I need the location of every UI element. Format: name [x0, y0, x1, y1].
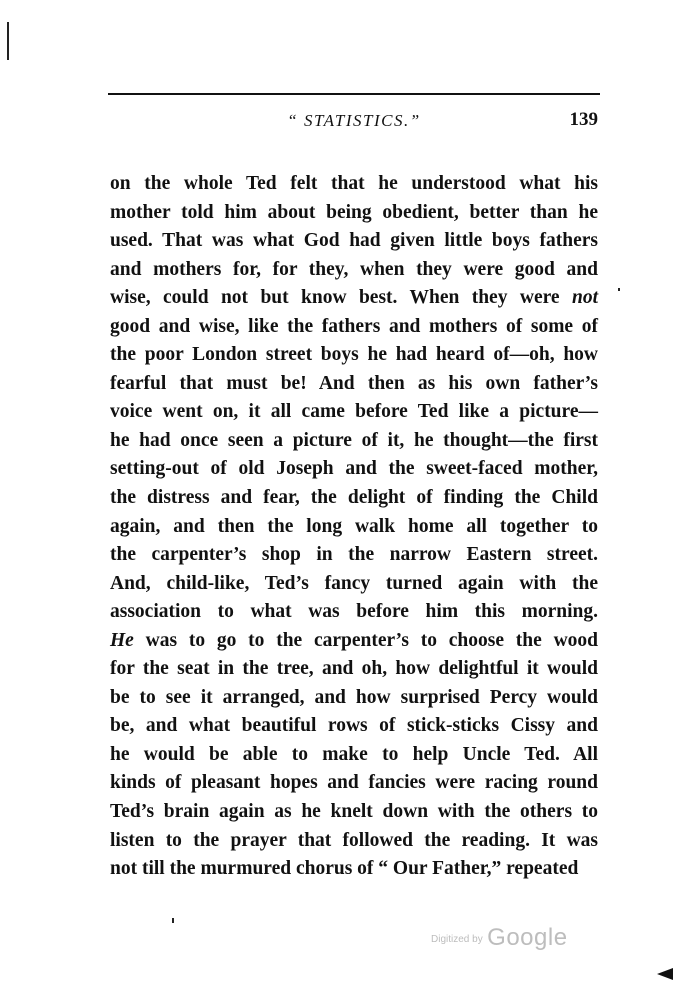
digitization-watermark	[431, 924, 568, 952]
text-line: good and wise, like the fathers and mothers of some of	[110, 315, 598, 337]
header-rule	[108, 93, 600, 95]
text-line: again, and then the long walk home all together to	[110, 515, 598, 537]
page-number: 139	[569, 109, 598, 130]
text-segment: wise, could not but know best. When they were	[110, 287, 560, 309]
text-line	[110, 627, 598, 656]
text-line: used. That was what God had given little boys fathers	[110, 230, 598, 252]
text-line: Ted’s brain again as he knelt down with the others to	[110, 801, 598, 823]
text-line: voice went on, it all came before Ted like a picture—	[110, 401, 598, 423]
text-line: be, and what beautiful rows of stick-sticks Cissy and	[110, 715, 598, 737]
text-line: the distress and fear, the delight of finding the Child	[110, 487, 598, 509]
text-line: he had once seen a picture of it, he thought—the first	[110, 429, 598, 451]
italic-word: He	[110, 629, 134, 651]
text-line: he would be able to make to help Uncle Ted. All	[110, 743, 598, 765]
page-header	[108, 109, 600, 135]
text-line: for the seat in the tree, and oh, how delightful it would	[110, 658, 598, 680]
text-line: on the whole Ted felt that he understood what his	[110, 173, 598, 194]
left-margin-mark	[7, 22, 9, 60]
text-line: the poor London street boys he had heard of—oh, how	[110, 344, 598, 366]
page-speck	[172, 918, 174, 923]
body-text	[110, 170, 598, 884]
text-line	[110, 284, 598, 313]
text-line: kinds of pleasant hopes and fancies were racing round	[110, 772, 598, 794]
text-line: association to what was before him this morning.	[110, 601, 598, 623]
text-line: not till the murmured chorus of “ Our Father,” repeated	[110, 858, 579, 880]
text-line: mother told him about being obedient, better than he	[110, 201, 598, 223]
text-line: be to see it arranged, and how surprised Percy would	[110, 686, 598, 708]
text-line: setting-out of old Joseph and the sweet-faced mother,	[110, 458, 598, 480]
text-line: the carpenter’s shop in the narrow Eastern street.	[110, 544, 598, 566]
watermark-brand: Google	[487, 924, 568, 951]
italic-word: not	[571, 287, 598, 309]
text-line: and mothers for, for they, when they were good and	[110, 258, 598, 280]
text-line: fearful that must be! And then as his own father’s	[110, 372, 598, 394]
text-line: listen to the prayer that followed the reading. It was	[110, 829, 598, 851]
page-corner-mark	[657, 968, 673, 980]
right-margin-speck	[618, 288, 620, 291]
text-line: And, child-like, Ted’s fancy turned again with the	[110, 572, 598, 594]
watermark-prefix: Digitized by	[431, 934, 483, 945]
text-segment: was to go to the carpenter’s to choose the wood	[145, 629, 598, 651]
running-title: “ STATISTICS.”	[287, 111, 421, 130]
